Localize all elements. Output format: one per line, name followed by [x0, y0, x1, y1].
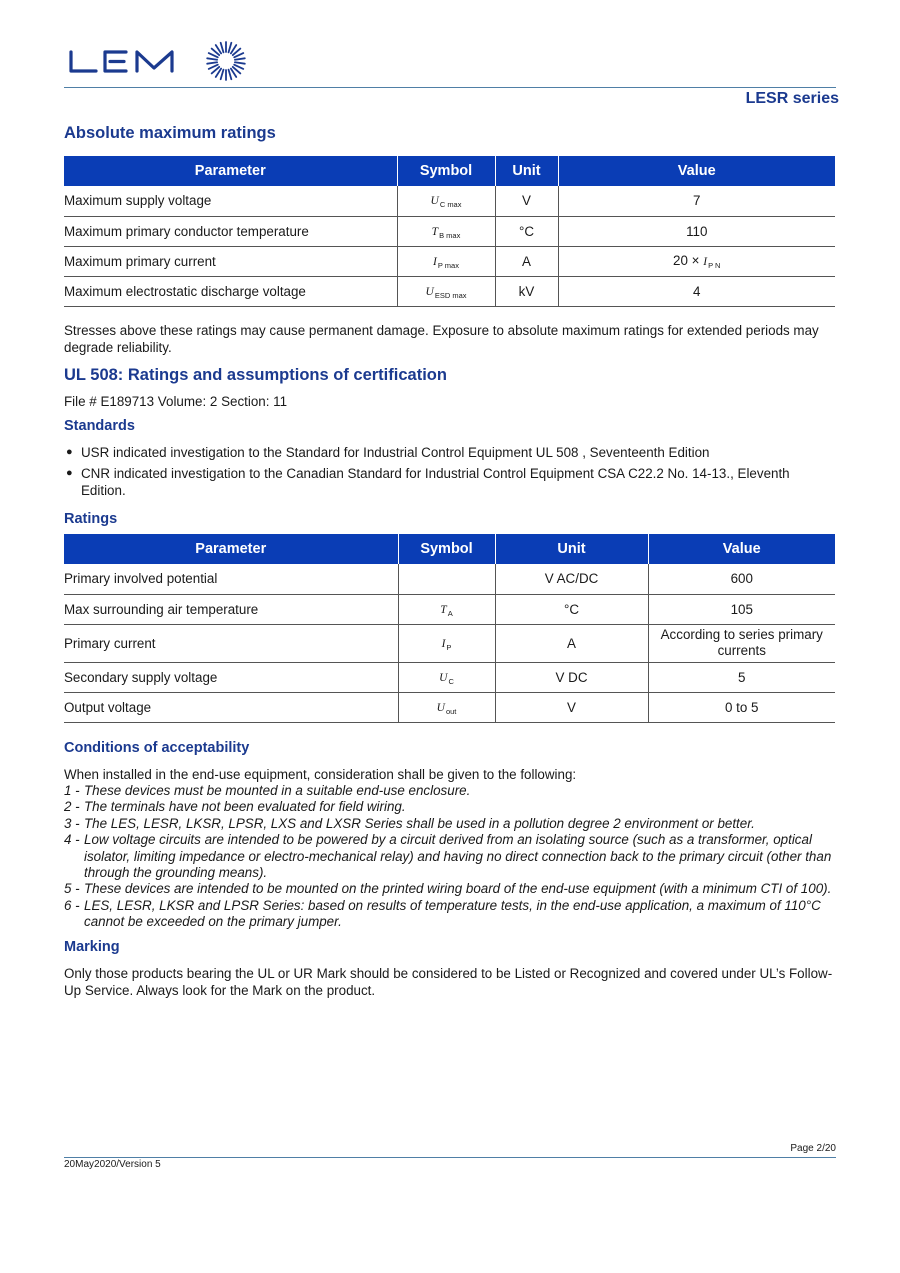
sun-burst-icon: [207, 42, 245, 80]
ul-title: UL 508: Ratings and assumptions of certification: [64, 366, 447, 384]
abs-max-title: Absolute maximum ratings: [64, 124, 276, 142]
sun-ray: [229, 43, 232, 53]
param-cell: Output voltage: [64, 692, 398, 722]
param-cell: Max surrounding air temperature: [64, 594, 398, 624]
unit-cell: A: [495, 624, 648, 662]
standards-list: [64, 444, 824, 503]
param-cell: Maximum primary conductor temperature: [64, 216, 397, 246]
marking-title: Marking: [64, 939, 120, 955]
abs-max-table: [64, 156, 835, 307]
param-cell: Maximum electrostatic discharge voltage: [64, 276, 397, 306]
ratings-table: [64, 534, 835, 723]
unit-cell: V: [495, 186, 558, 216]
sun-ray: [221, 43, 224, 53]
value-cell: According to series primary currents: [648, 624, 835, 662]
value-cell: 4: [558, 276, 835, 306]
abs-max-note: Stresses above these ratings may cause permanent damage. Exposure to absolute maximum ratings for extended periods may degrade reliability.: [64, 323, 819, 355]
col-header: Parameter: [64, 156, 397, 186]
unit-cell: V: [495, 692, 648, 722]
value-cell: $20 \times I_{P N}$: [558, 246, 835, 276]
table-row: [64, 216, 835, 246]
condition-item: 6 - LES, LESR, LKSR and LPSR Series: based on results of temperature tests, in the end-use application, a maximum of 110°C cannot be exceeded on the primary jumper.: [64, 897, 821, 930]
col-header: Unit: [495, 156, 558, 186]
header-rule: [64, 87, 836, 88]
symbol-cell: $I_P$: [398, 624, 495, 662]
ratings-title: Ratings: [64, 511, 118, 527]
unit-cell: °C: [495, 216, 558, 246]
sun-ray: [221, 70, 224, 80]
condition-item: 4 - Low voltage circuits are intended to be powered by a circuit derived from an isolating source (such as a transformer, optical isolator, limiting impedance or electro-mechanical relay) and having no direct connection back to the primary circuit (other than through the grounding means).: [64, 832, 832, 881]
unit-cell: °C: [495, 594, 648, 624]
bullet-icon: ●: [66, 446, 73, 458]
col-header: Symbol: [397, 156, 495, 186]
marking-text: Only those products bearing the UL or UR Mark should be considered to be Listed or Recognized and covered under UL’s Follow-Up Service. Always look for the Mark on the product.: [64, 966, 833, 998]
unit-cell: V AC/DC: [495, 564, 648, 594]
symbol-cell: [398, 564, 495, 594]
table-row: [64, 276, 835, 306]
param-cell: Maximum supply voltage: [64, 186, 397, 216]
unit-cell: V DC: [495, 662, 648, 692]
table-row: [64, 662, 835, 692]
value-cell: 110: [558, 216, 835, 246]
col-header: Parameter: [64, 534, 398, 564]
condition-item: 3 - The LES, LESR, LKSR, LPSR, LXS and LXSR Series shall be used in a pollution degree 2 environment or better.: [64, 815, 755, 831]
bullet-icon: ●: [66, 467, 73, 479]
value-cell: 5: [648, 662, 835, 692]
version-text: 20May2020/Version 5: [64, 1159, 161, 1170]
symbol-cell: $U_{ESD max}$: [397, 276, 495, 306]
value-cell: 105: [648, 594, 835, 624]
param-cell: Secondary supply voltage: [64, 662, 398, 692]
conditions-list: [64, 783, 840, 931]
symbol-cell: $U_C$: [398, 662, 495, 692]
symbol-cell: $I_{P max}$: [397, 246, 495, 276]
sun-ray: [207, 62, 217, 63]
col-header: Unit: [495, 534, 648, 564]
list-item: ● USR indicated investigation to the Standard for Industrial Control Equipment UL 508 , Seventeenth Edition: [66, 445, 710, 460]
page-number: Page 2/20: [790, 1143, 836, 1154]
col-header: Value: [648, 534, 835, 564]
col-header: Symbol: [398, 534, 495, 564]
sun-ray: [207, 58, 217, 59]
value-cell: 0 to 5: [648, 692, 835, 722]
condition-item: 1 - These devices must be mounted in a suitable end-use enclosure.: [64, 783, 471, 798]
table-row: [64, 594, 835, 624]
ul-file-ref: File # E189713 Volume: 2 Section: 11: [64, 394, 288, 409]
param-cell: Maximum primary current: [64, 246, 397, 276]
sun-ray: [235, 58, 245, 59]
sun-ray: [229, 70, 232, 80]
conditions-intro: When installed in the end-use equipment, consideration shall be given to the following:: [64, 767, 577, 782]
table-header-row: [64, 534, 835, 564]
sun-ray: [235, 62, 245, 63]
param-cell: Primary current: [64, 624, 398, 662]
table-row: [64, 564, 835, 594]
symbol-cell: $T_{B max}$: [397, 216, 495, 246]
unit-cell: kV: [495, 276, 558, 306]
list-item: ● CNR indicated investigation to the Canadian Standard for Industrial Control Equipment CSA C22.2 No. 14-13., Eleventh Edition.: [66, 466, 790, 498]
conditions-title: Conditions of acceptability: [64, 740, 250, 756]
table-row: [64, 186, 835, 216]
table-header-row: [64, 156, 835, 186]
condition-item: 5 - These devices are intended to be mounted on the printed wiring board of the end-use equipment (with a minimum CTI of 100).: [64, 881, 832, 897]
table-row: [64, 624, 835, 662]
symbol-cell: $U_{C max}$: [397, 186, 495, 216]
table-row: [64, 246, 835, 276]
lem-logo: [66, 40, 248, 84]
param-cell: Primary involved potential: [64, 564, 398, 594]
footer-rule: [64, 1157, 836, 1158]
value-cell: 7: [558, 186, 835, 216]
value-cell: 600: [648, 564, 835, 594]
table-row: [64, 692, 835, 722]
series-title: LESR series: [745, 90, 839, 107]
symbol-cell: $T_A$: [398, 594, 495, 624]
col-header: Value: [558, 156, 835, 186]
condition-item: 2 - The terminals have not been evaluated for field wiring.: [64, 799, 406, 815]
standards-title: Standards: [64, 418, 135, 434]
lem-wordmark: [66, 40, 248, 84]
symbol-cell: $U_{out}$: [398, 692, 495, 722]
unit-cell: A: [495, 246, 558, 276]
